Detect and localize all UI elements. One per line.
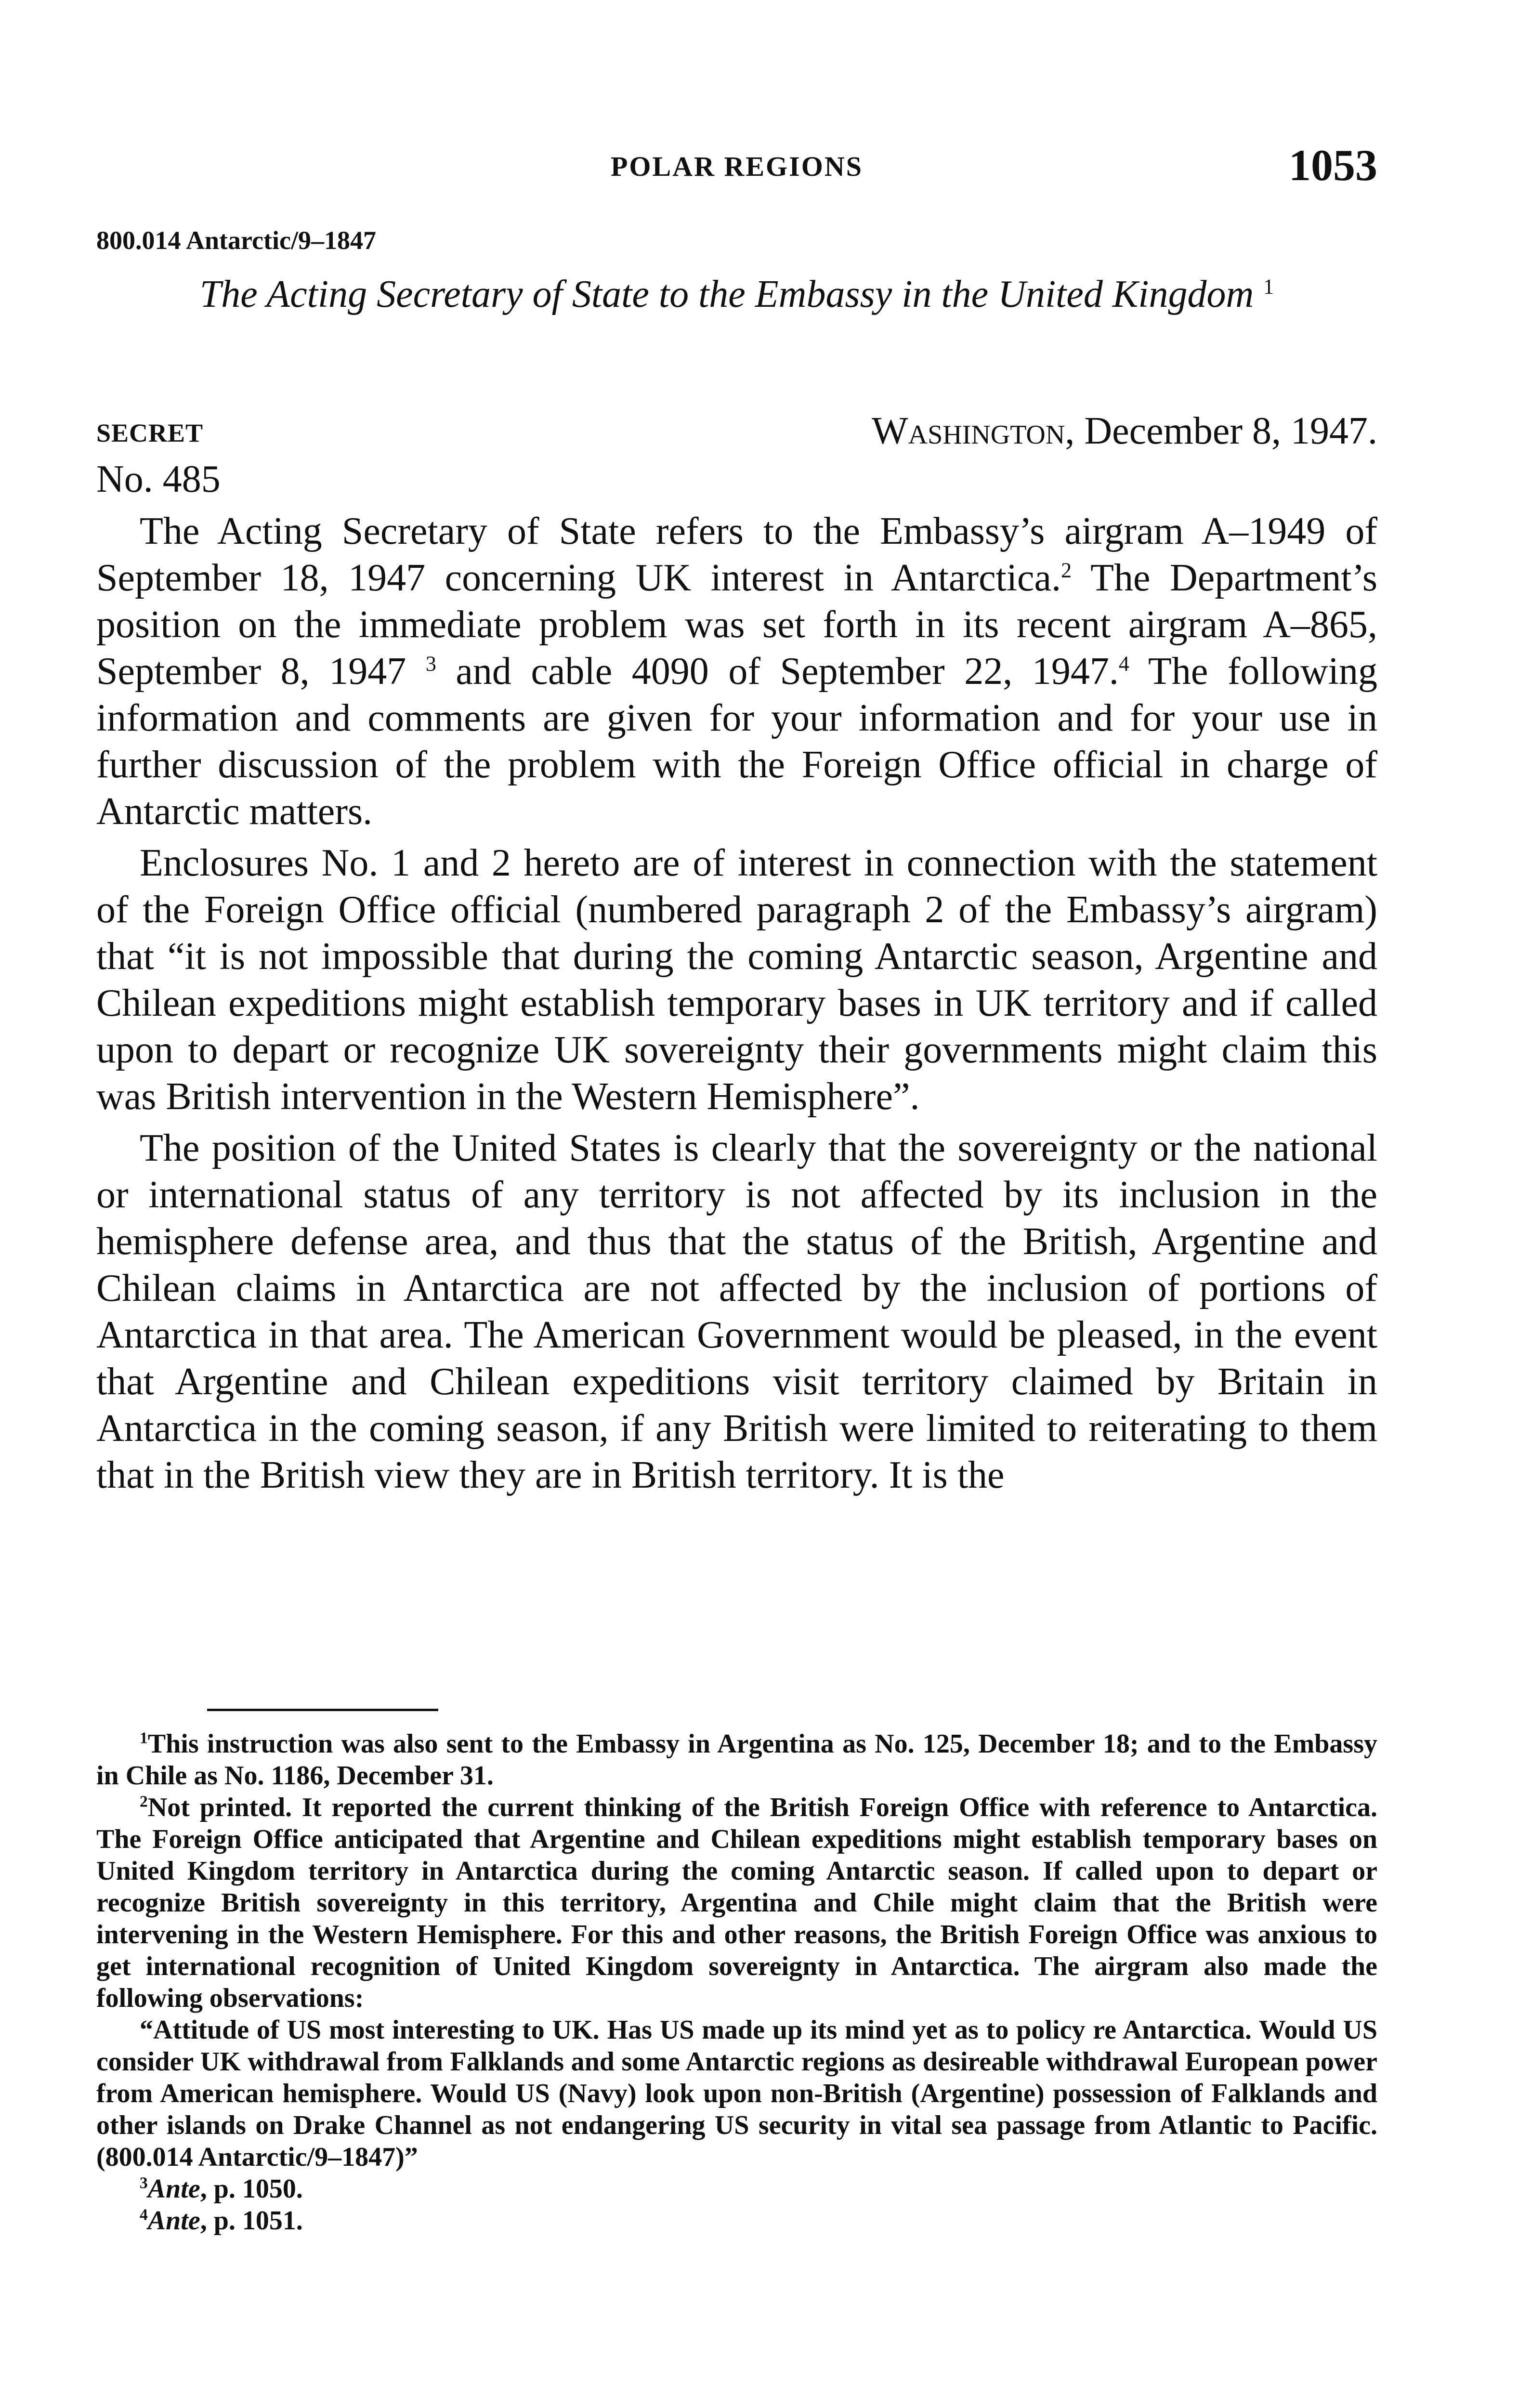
classification-label: SECRET [96,419,204,447]
footnote-4-page: , p. 1051. [200,2206,303,2236]
footnote-2 [96,1792,1377,2014]
footnote-3-page: , p. 1050. [200,2174,303,2204]
footnote-marker-4: 4 [1118,652,1129,676]
footnote-4-number: 4 [140,2206,148,2224]
paragraph-1-part-b: The Department’s position on the immediate problem was set forth in its recent airgram A–865, September 8, 1947 [96,557,1377,693]
running-head [96,140,1377,193]
footnote-1-number: 1 [140,1729,148,1747]
footnote-2-number: 2 [140,1793,148,1811]
dateline [872,409,1377,453]
paragraph-1 [96,508,1377,835]
dateline-place: Washington, [872,410,1075,452]
footnote-1 [96,1728,1377,1792]
page-number: 1053 [1289,141,1377,190]
footnote-marker-3: 3 [425,652,436,676]
paragraph-3: The position of the United States is clearly that the sovereignty or the national or international status of any territory is not affected by its inclusion in the hemisphere defense area, and thus that the status of the British, Argentine and Chilean claims in Antarctica are not affected by the inclusion of portions of Antarctica in that area. The American Government would be pleased, in the event that Argentine and Chilean expeditions visit territory claimed by Britain in Antarctica in the coming season, if any British were limited to reiterating to them that in the British view they are in British territory. It is the [96,1127,1377,1496]
document-title-text: The Acting Secretary of State to the Embassy in the United Kingdom [199,273,1254,315]
footnote-2-quote: “Attitude of US most interesting to UK. Has US made up its mind yet as to policy re Antarctica. Would US consider UK withdrawal from Falklands and some Antarctic regions as desireable withdrawal European power from American hemisphere. Would US (Navy) look upon non-British (Argentine) possession of Falklands and other islands on Drake Channel as not endangering US security in vital sea passage from Atlantic to Pacific. (800.014 Antarctic/9–1847)” [96,2015,1377,2172]
footnote-3-ante: Ante [147,2174,200,2204]
document-title [96,269,1377,320]
dateline-date: December 8, 1947. [1084,410,1377,452]
footnote-marker-2: 2 [1061,558,1072,582]
footnotes [96,1728,1377,2237]
body-text [96,508,1377,1504]
footnote-4 [96,2205,1377,2237]
running-title: POLAR REGIONS [610,151,863,182]
footnote-4-ante: Ante [147,2206,200,2236]
footnote-3 [96,2173,1377,2205]
paragraph-1-part-a: The Acting Secretary of State refers to the Embassy’s airgram A–1949 of September 18, 1947 concerning UK interest in Antarctica. [96,510,1377,599]
footnote-1-text: This instruction was also sent to the Embassy in Argentina as No. 125, December 18; and to the Embassy in Chile as No. 1186, December 31. [96,1729,1377,1791]
footnote-marker-1: 1 [1263,275,1274,299]
footnote-3-number: 3 [140,2174,148,2192]
document-number: No. 485 [96,458,221,500]
file-reference: 800.014 Antarctic/9–1847 [96,226,376,255]
paragraph-1-part-d: The following information and comments are given for your information and for your use in further discussion of the problem with the Foreign Office official in charge of Antarctic matters. [96,650,1377,833]
footnote-2-text: Not printed. It reported the current thinking of the British Foreign Office with reference to Antarctica. The Foreign Office anticipated that Argentine and Chilean expeditions might establish temporary bases on United Kingdom territory in Antarctica during the coming Antarctic season. If called upon to depart or recognize British sovereignty in this territory, Argentina and Chile might claim that the British were intervening in the Western Hemisphere. For this and other reasons, the British Foreign Office was anxious to get international recognition of United Kingdom sovereignty in Antarctica. The airgram also made the following observations: [96,1793,1377,2013]
footnote-divider [207,1709,438,1711]
paragraph-1-part-c: and cable 4090 of September 22, 1947. [436,650,1119,693]
paragraph-2: Enclosures No. 1 and 2 hereto are of interest in connection with the statement of the Foreign Office official (numbered paragraph 2 of the Embassy’s airgram) that “it is not impossible that during the coming Antarctic season, Argentine and Chilean expeditions might establish temporary bases in UK territory and if called upon to depart or recognize UK sovereignty their governments might claim this was British intervention in the Western Hemisphere”. [96,842,1377,1118]
